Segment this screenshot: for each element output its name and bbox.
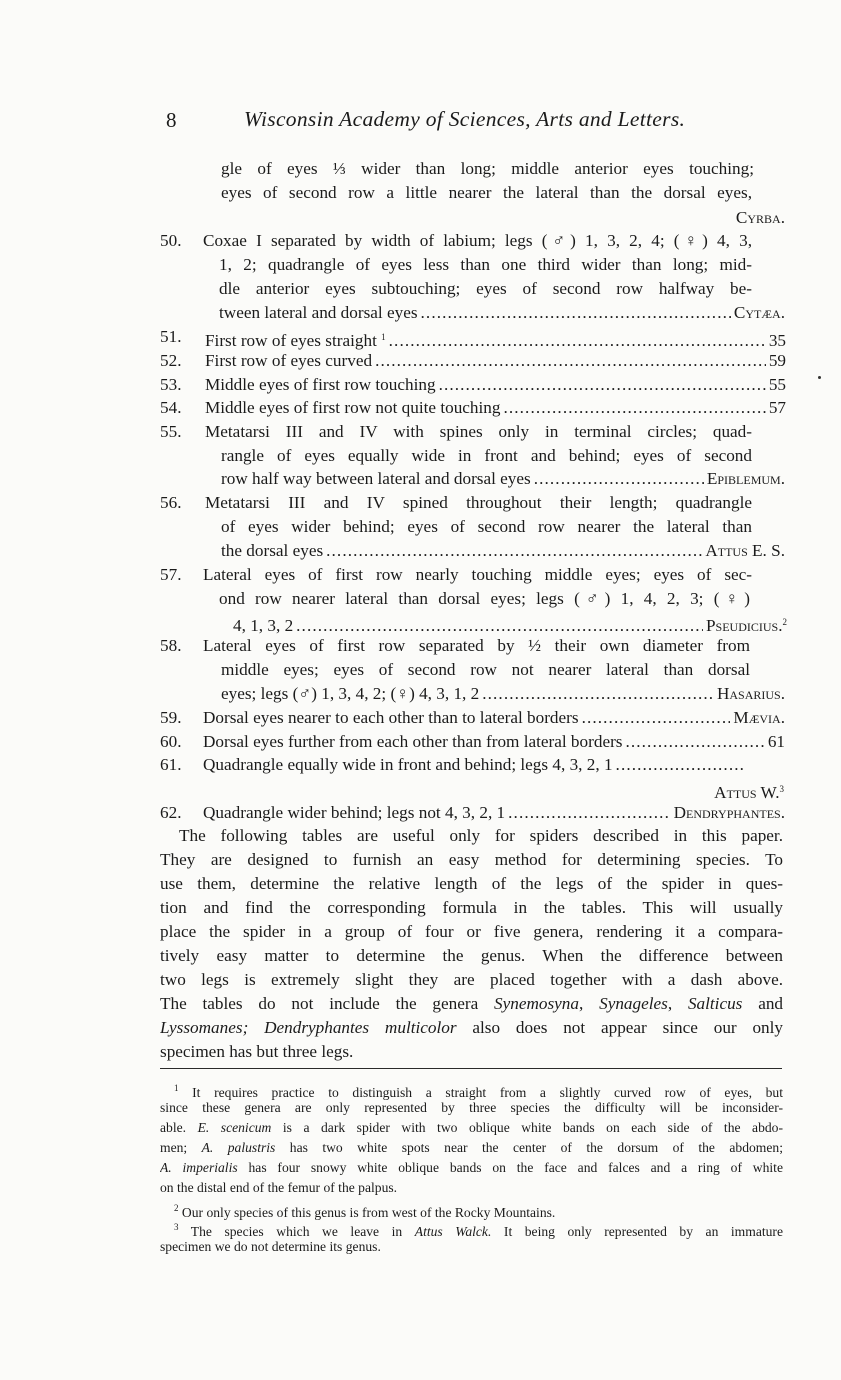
couplet-line: tween lateral and dorsal eyes <box>219 303 418 322</box>
paragraph-line: tively easy matter to determine the genus. When the difference between <box>160 946 783 965</box>
couplet-lead-line <box>205 326 786 352</box>
paragraph-line: specimen has but three legs. <box>160 1042 354 1061</box>
species-name: A. imperialis <box>160 1160 238 1175</box>
couplet-result: Epiblemum. <box>706 469 785 488</box>
couplet-result: 55 <box>768 375 786 394</box>
couplet-number: 58. <box>160 636 182 655</box>
couplet-number: 51. <box>160 327 182 346</box>
genus-name: Lyssomanes; Dendryphantes multicolor <box>160 1018 457 1037</box>
footnote-1-line-5 <box>160 1158 783 1178</box>
paragraph-line-mixed <box>160 1017 783 1039</box>
couplet-line: 4, 1, 3, 2 <box>233 616 294 635</box>
couplet-result-line <box>714 778 784 804</box>
leader-dots <box>389 330 766 352</box>
footnote-3-line-2: specimen we do not determine its genus. <box>160 1239 381 1254</box>
couplet-result: Cytæa. <box>733 303 785 322</box>
couplet-line: row half way between lateral and dorsal eyes <box>221 469 531 488</box>
genus-name: Attus Walck. <box>414 1224 492 1239</box>
genus-name: Synageles <box>599 994 668 1013</box>
couplet-result: 57 <box>768 398 786 417</box>
couplet-text: Middle eyes of first row touching <box>205 375 436 394</box>
couplet-lead-line <box>221 540 785 562</box>
footnote-text: The species which we leave in <box>190 1224 403 1239</box>
paragraph-line: tion and find the corresponding formula in the tables. This will usually <box>160 898 783 917</box>
leader-dots <box>534 468 704 490</box>
leader-dots <box>625 731 764 753</box>
footnote-ref: 1 <box>381 332 386 342</box>
footnote-text: It requires practice to distinguish a straight from a slightly curved row of eyes, but <box>192 1085 783 1100</box>
footnote-text: has two white spots near the center of the dorsum of the abdomen; <box>289 1140 783 1155</box>
couplet-line: Metatarsi III and IV with spines only in terminal circles; quad- <box>205 422 752 441</box>
couplet-text: Quadrangle wider behind; legs not 4, 3, 2, 1 <box>203 803 506 822</box>
couplet-result: Pseudicius. <box>705 616 783 635</box>
footnote-text: It being only represented by an immature <box>503 1224 783 1239</box>
paragraph-line: use them, determine the relative length of the legs of the spider in ques- <box>160 874 783 893</box>
paragraph-line: They are designed to furnish an easy method for determining species. To <box>160 850 783 869</box>
couplet-line: Coxae I separated by width of labium; legs (♂) 1, 3, 2, 4; (♀) 4, 3, <box>203 231 752 250</box>
couplet-result: Dendryphantes. <box>673 803 785 822</box>
leader-dots <box>482 683 714 705</box>
couplet-line: 1, 2; quadrangle of eyes less than one third wider than long; mid- <box>219 255 752 274</box>
couplet-lead-line <box>203 731 785 753</box>
couplet-number: 53. <box>160 375 182 394</box>
couplet-text: Middle eyes of first row not quite touching <box>205 398 501 417</box>
footnote-mark: 1 <box>174 1083 179 1093</box>
leader-dots <box>296 615 703 637</box>
couplet-number: 52. <box>160 351 182 370</box>
intro-line-2: eyes of second row a little nearer the lateral than the dorsal eyes, <box>221 183 752 202</box>
footnote-ref: 3 <box>779 784 784 794</box>
footnote-rule <box>160 1068 782 1069</box>
couplet-number: 60. <box>160 732 182 751</box>
couplet-text: Dorsal eyes nearer to each other than to lateral borders <box>203 708 579 727</box>
couplet-line: middle eyes; eyes of second row not nearer lateral than dorsal <box>221 660 750 679</box>
couplet-lead-line <box>203 802 785 824</box>
couplet-line: the dorsal eyes <box>221 541 324 560</box>
leader-dots <box>375 350 766 372</box>
footnote-text: Our only species of this genus is from west of the Rocky Mountains. <box>181 1205 556 1220</box>
genus-name: Synemosyna <box>494 994 579 1013</box>
species-name: A. palustris <box>201 1140 276 1155</box>
couplet-number: 54. <box>160 398 182 417</box>
footnote-1-line-3 <box>160 1118 783 1138</box>
couplet-result: 35 <box>768 331 786 350</box>
footnote-text: is a dark spider with two oblique white bands on each side of the abdo- <box>282 1120 783 1135</box>
intro-result: Cyrba. <box>735 208 785 227</box>
couplet-text: Quadrangle equally wide in front and behind; legs 4, 3, 2, 1 <box>203 755 613 774</box>
couplet-number: 62. <box>160 803 182 822</box>
paragraph-text: and <box>758 994 783 1013</box>
leader-dots <box>616 754 746 776</box>
couplet-lead-line <box>205 397 786 419</box>
leader-dots <box>439 374 766 396</box>
paragraph-line-mixed: The tables do not include the genera Synemosyna, Synageles, Salticus and <box>160 994 783 1013</box>
genus-name: Salticus <box>687 994 743 1013</box>
couplet-number: 59. <box>160 708 182 727</box>
species-name: E. scenicum <box>197 1120 272 1135</box>
leader-dots <box>326 540 702 562</box>
couplet-line: Lateral eyes of first row nearly touching middle eyes; eyes of sec- <box>203 565 752 584</box>
print-speck <box>818 376 821 379</box>
couplet-number: 50. <box>160 231 182 250</box>
couplet-lead-line <box>203 707 785 729</box>
paragraph-line: two legs is extremely slight they are placed together with a dash above. <box>160 970 783 989</box>
page-number: 8 <box>166 108 177 132</box>
couplet-result: Hasarius. <box>716 684 785 703</box>
paragraph-line: The following tables are useful only for spiders described in this paper. <box>179 826 783 845</box>
couplet-line: Metatarsi III and IV spined throughout their length; quadrangle <box>205 493 752 512</box>
couplet-text: Dorsal eyes further from each other than from lateral borders <box>203 732 623 751</box>
couplet-line: of eyes wider behind; eyes of second row nearer the lateral than <box>221 517 752 536</box>
couplet-lead-line <box>221 468 785 490</box>
footnote-ref: 2 <box>782 617 787 627</box>
couplet-lead-line <box>219 302 785 324</box>
couplet-result: 59 <box>768 351 786 370</box>
couplet-number: 56. <box>160 493 182 512</box>
footnote-mark: 2 <box>174 1203 179 1213</box>
leader-dots <box>508 802 670 824</box>
couplet-text: First row of eyes straight <box>205 331 377 350</box>
leader-dots <box>421 302 731 324</box>
couplet-lead-line <box>205 350 786 372</box>
couplet-lead-line <box>233 611 787 637</box>
couplet-line: Lateral eyes of first row separated by ½ their own diameter from <box>203 636 750 655</box>
couplet-number: 55. <box>160 422 182 441</box>
footnote-1-line-6: on the distal end of the femur of the palpus. <box>160 1180 398 1195</box>
leader-dots <box>582 707 731 729</box>
couplet-line: dle anterior eyes subtouching; eyes of second row halfway be- <box>219 279 752 298</box>
paragraph-text: also does not appear since our only <box>472 1018 783 1037</box>
couplet-lead-line <box>221 683 785 705</box>
couplet-line: eyes; legs (♂) 1, 3, 4, 2; (♀) 4, 3, 1, 2 <box>221 684 480 703</box>
footnote-text: has four snowy white oblique bands on the face and falces and a ring of white <box>248 1160 783 1175</box>
couplet-result: Mævia. <box>733 708 785 727</box>
couplet-line: ond row nearer lateral than dorsal eyes; legs (♂) 1, 4, 2, 3; (♀) <box>219 589 750 608</box>
paragraph-text: The tables do not include the genera <box>160 994 479 1013</box>
leader-dots <box>503 397 765 419</box>
couplet-lead-line <box>205 374 786 396</box>
couplet-result: Attus W. <box>714 783 780 802</box>
couplet-number: 61. <box>160 755 182 774</box>
couplet-lead-line <box>203 754 749 776</box>
couplet-result: 61 <box>767 732 785 751</box>
running-head: Wisconsin Academy of Sciences, Arts and Letters. <box>244 107 686 131</box>
paragraph-line: place the spider in a group of four or five genera, rendering it a compara- <box>160 922 783 941</box>
couplet-number: 57. <box>160 565 182 584</box>
footnote-1-line-2: since these genera are only represented by three species the difficulty will be inconsider- <box>160 1100 783 1115</box>
couplet-line: rangle of eyes equally wide in front and behind; eyes of second <box>221 446 752 465</box>
footnote-text: able. <box>160 1120 187 1135</box>
footnote-text: men; <box>160 1140 188 1155</box>
couplet-result: Attus E. S. <box>705 541 785 560</box>
intro-line-1: gle of eyes ⅓ wider than long; middle anterior eyes touching; <box>221 159 754 178</box>
footnote-mark: 3 <box>174 1222 179 1232</box>
couplet-text: First row of eyes curved <box>205 351 373 370</box>
footnote-1-line-4 <box>160 1138 783 1158</box>
